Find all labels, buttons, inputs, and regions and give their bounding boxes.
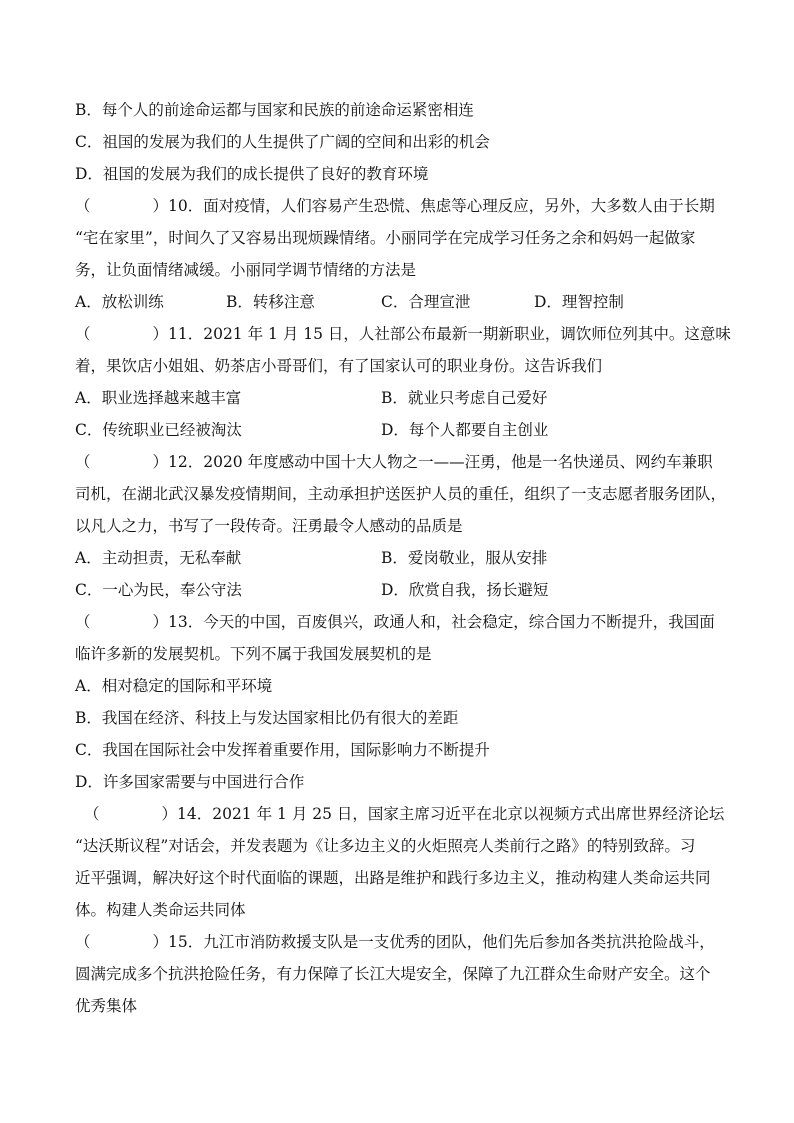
q10-stem-line1: （ ）10．面对疫情，人们容易产生恐慌、焦虑等心理反应，另外，大多数人由于长期 bbox=[75, 197, 715, 215]
q14-stem-line2: “达沃斯议程”对话会，并发表题为《让多边主义的火炬照亮人类前行之路》的特别致辞。习 bbox=[75, 837, 696, 855]
q11-option-a: A．职业选择越来越丰富 bbox=[75, 389, 242, 407]
q15-stem-line3: 优秀集体 bbox=[75, 997, 138, 1015]
q11-stem-line2: 着，果饮店小姐姐、奶茶店小哥哥们，有了国家认可的职业身份。这告诉我们 bbox=[75, 357, 603, 375]
q11-option-c: C．传统职业已经被淘汰 bbox=[75, 421, 242, 439]
q13-stem-line2: 临许多新的发展契机。下列不属于我国发展契机的是 bbox=[75, 645, 432, 663]
q11-stem-line1: （ ）11．2021 年 1 月 15 日，人社部公布最新一期新职业，调饮师位列其中。这意味 bbox=[75, 325, 731, 343]
q14-stem-line1: （ ）14．2021 年 1 月 25 日，国家主席习近平在北京以视频方式出席世界经济论坛 bbox=[84, 805, 725, 823]
q12-stem-line3: 以凡人之力，书写了一段传奇。汪勇最令人感动的品质是 bbox=[75, 517, 463, 535]
q12-option-c: C．一心为民，奉公守法 bbox=[75, 581, 242, 599]
q13-option-d: D．许多国家需要与中国进行合作 bbox=[75, 773, 305, 791]
q13-stem-line1: （ ）13．今天的中国，百废俱兴，政通人和，社会稳定，综合国力不断提升，我国面 bbox=[75, 613, 715, 631]
q15-stem-line1: （ ）15．九江市消防救援支队是一支优秀的团队，他们先后参加各类抗洪抢险战斗， bbox=[75, 933, 715, 951]
q12-option-d: D．欣赏自我，扬长避短 bbox=[381, 581, 549, 599]
q9-option-b: B．每个人的前途命运都与国家和民族的前途命运紧密相连 bbox=[75, 101, 474, 119]
q11-option-b: B．就业只考虑自己爱好 bbox=[381, 389, 548, 407]
q11-option-d: D．每个人都要自主创业 bbox=[381, 421, 549, 439]
q9-option-d: D．祖国的发展为我们的成长提供了良好的教育环境 bbox=[75, 165, 429, 183]
q15-stem-line2: 圆满完成多个抗洪抢险任务，有力保障了长江大堤安全，保障了九江群众生命财产安全。这个 bbox=[75, 965, 711, 983]
q12-option-b: B．爱岗敬业，服从安排 bbox=[381, 549, 548, 567]
q14-stem-line3: 近平强调，解决好这个时代面临的课题，出路是维护和践行多边主义，推动构建人类命运共同 bbox=[75, 869, 711, 887]
q14-stem-line4: 体。构建人类命运共同体 bbox=[75, 901, 246, 919]
q13-option-b: B．我国在经济、科技上与发达国家相比仍有很大的差距 bbox=[75, 709, 459, 727]
q13-option-a: A．相对稳定的国际和平环境 bbox=[75, 677, 273, 695]
q10-stem-line2: “宅在家里”，时间久了又容易出现烦躁情绪。小丽同学在完成学习任务之余和妈妈一起做家 bbox=[75, 229, 696, 247]
q12-stem-line2: 司机，在湖北武汉暴发疫情期间，主动承担护送医护人员的重任，组织了一支志愿者服务团队， bbox=[75, 485, 727, 503]
q13-option-c: C．我国在国际社会中发挥着重要作用，国际影响力不断提升 bbox=[75, 741, 490, 759]
q12-option-a: A．主动担责，无私奉献 bbox=[75, 549, 242, 567]
q9-option-c: C．祖国的发展为我们的人生提供了广阔的空间和出彩的机会 bbox=[75, 133, 490, 151]
q10-stem-line3: 务，让负面情绪减缓。小丽同学调节情绪的方法是 bbox=[75, 261, 417, 279]
q12-stem-line1: （ ）12．2020 年度感动中国十大人物之一——汪勇，他是一名快递员、网约车兼职 bbox=[75, 453, 713, 471]
q10-option-c: C．合理宣泄 bbox=[381, 293, 471, 311]
q10-option-b: B．转移注意 bbox=[226, 293, 315, 311]
q10-option-a: A．放松训练 bbox=[75, 293, 164, 311]
q10-option-d: D．理智控制 bbox=[534, 293, 624, 311]
